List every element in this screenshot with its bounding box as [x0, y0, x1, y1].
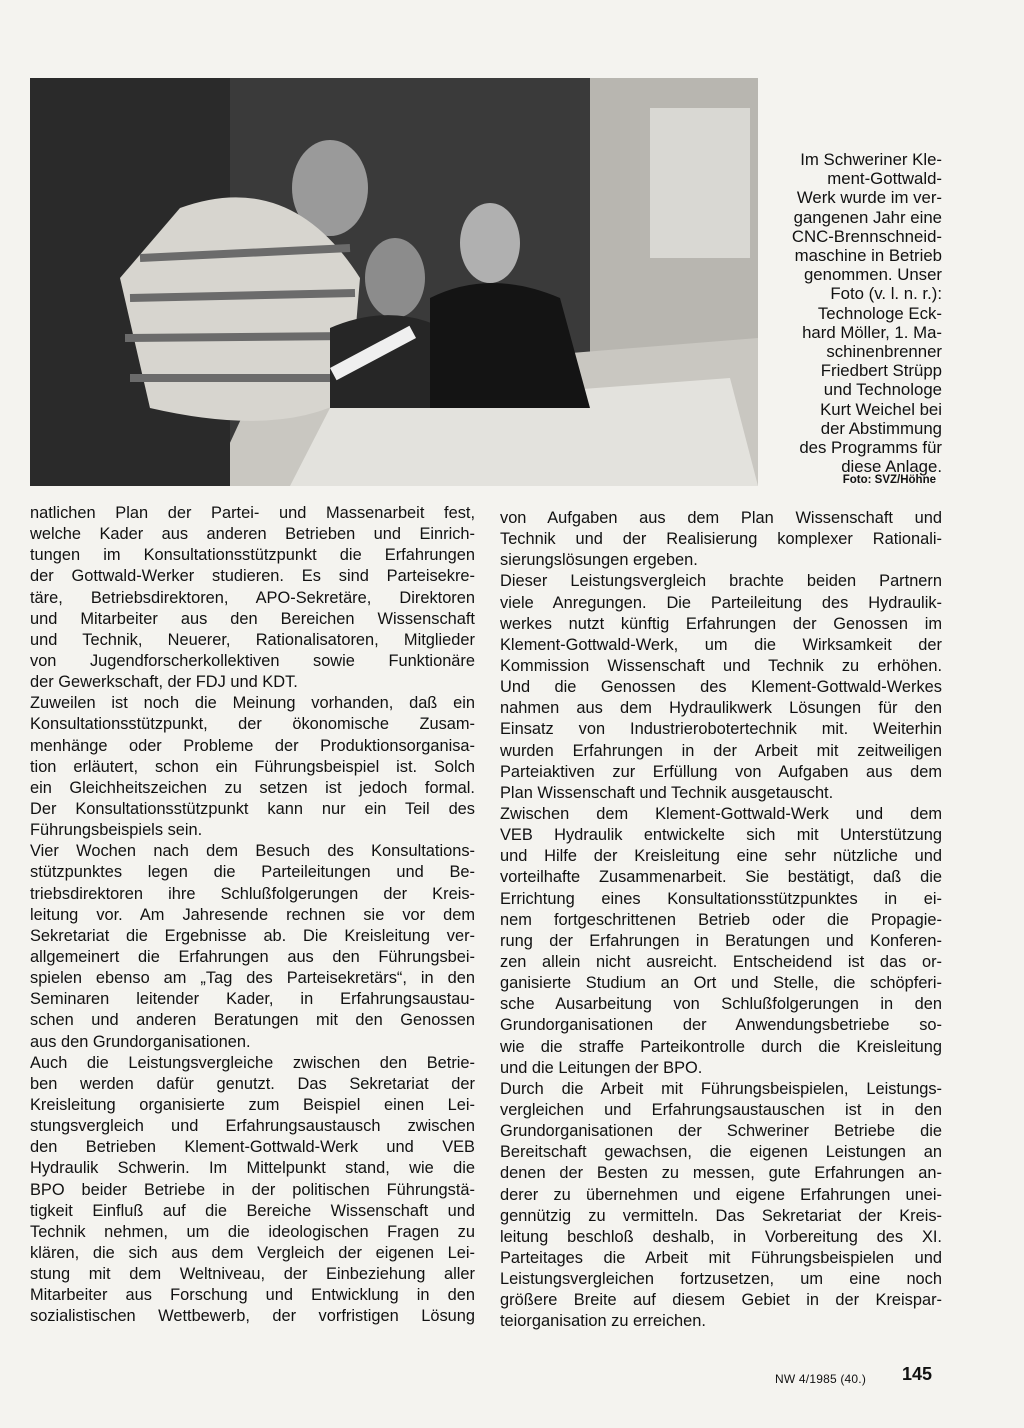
text-line: und Technologe — [823, 380, 942, 400]
text-line: tungen im Konsultationsstützpunkt die Erfahrungen — [30, 546, 475, 565]
text-line: schen und anderen Beratungen mit den Genossen — [30, 1011, 475, 1030]
text-line: der Abstimmung — [820, 418, 942, 438]
text-line: Kurt Weichel bei — [820, 399, 942, 419]
text-line: leitung vor. Am Jahresende rechnen sie vor dem — [30, 905, 475, 924]
text-line: stung mit dem Weltniveau, der Einbeziehung aller — [30, 1265, 475, 1284]
text-line: schinenbrenner — [826, 342, 942, 362]
text-line: Einsatz von Industrierobotertechnik mit. Weiterhin — [500, 720, 942, 739]
text-line: ganisierte Studium an Ort und Stelle, die schöpferi- — [500, 974, 942, 993]
text-line: von Aufgaben aus dem Plan Wissenschaft und — [500, 509, 942, 527]
text-line: BPO beider Betriebe in der politischen Führungstä- — [30, 1180, 475, 1199]
text-line: genommen. Unser — [803, 265, 942, 285]
text-line: Und die Genossen des Klement-Gottwald-Werkes — [500, 678, 942, 697]
text-line: tion erläutert, schon ein Führungsbeispiel ist. Solch — [30, 757, 475, 776]
text-line: Im Schweriner Kle- — [800, 150, 942, 169]
text-line: gennützig zu vermitteln. Das Sekretariat der Kreis- — [500, 1206, 942, 1225]
text-line: Sekretariat die Ergebnisse ab. Die Kreisleitung ver- — [30, 926, 475, 945]
photo-credit: Foto: SVZ/Höhne — [842, 474, 936, 486]
photo-caption — [764, 150, 942, 476]
article-photo — [30, 78, 758, 486]
text-line: Grundorganisationen der Schweriner Betriebe die — [500, 1122, 942, 1141]
text-line: des Programms für — [799, 438, 942, 458]
text-line: Mitarbeiter aus Forschung und Entwicklung in den — [30, 1286, 475, 1305]
text-line: und die Leitungen der BPO. — [500, 1058, 703, 1077]
text-line: Friedbert Strüpp — [820, 361, 942, 381]
text-line: Dieser Leistungsvergleich brachte beiden Partnern — [500, 572, 942, 591]
text-line: von Jugendforscherkollektiven sowie Funktionäre — [30, 651, 475, 670]
text-line: ein Gleichheitszeichen zu setzen ist jedoch formal. — [30, 778, 475, 797]
text-line: vorteilhafte Zusammenarbeit. Sie bestätigt, daß die — [500, 868, 942, 887]
text-line: Leistungsvergleichen fortzusetzen, um eine noch — [500, 1270, 942, 1289]
text-line: ment-Gottwald- — [827, 169, 942, 189]
text-line: Technik nehmen, um die ideologischen Fragen zu — [30, 1222, 475, 1241]
text-line: aus den Grundorganisationen. — [30, 1032, 251, 1051]
text-line: Hydraulik Schwerin. Im Mittelpunkt stand, wie die — [30, 1159, 475, 1178]
text-line: und Hilfe der Kreisleitung eine sehr nützliche und — [500, 847, 942, 866]
text-line: CNC-Brennschneid- — [791, 226, 942, 246]
text-line: nem fortgeschrittenen Betrieb oder die Propagie- — [500, 910, 942, 929]
text-line: gangenen Jahr eine — [793, 207, 942, 227]
text-line: zen allein nicht ausreicht. Entscheidend ist das or- — [500, 952, 942, 971]
text-line: maschine in Betrieb — [794, 246, 942, 266]
text-line: Konsultationsstützpunkt, der ökonomische Zusam- — [30, 715, 475, 734]
text-line: nahmen aus dem Hydraulikwerk Lösungen für den — [500, 699, 942, 718]
text-line: Vier Wochen nach dem Besuch des Konsultations- — [30, 842, 475, 861]
text-line: Plan Wissenschaft und Technik ausgetauscht. — [500, 783, 834, 802]
text-line: Technik und der Realisierung komplexer Rationali- — [500, 530, 942, 549]
text-line: allgemeinert die Erfahrungen aus den Führungsbei- — [30, 947, 475, 966]
text-line: Grundorganisationen der Anwendungsbetriebe so- — [500, 1016, 942, 1035]
text-line: stützpunktes legen die Parteileitungen und Be- — [30, 863, 475, 882]
text-line: Parteitages die Arbeit mit Führungsbeispielen und — [500, 1248, 942, 1267]
text-line: der Gottwald-Werker studieren. Es sind Parteisekre- — [30, 567, 475, 586]
text-line: ben werden dafür genutzt. Das Sekretariat der — [30, 1074, 475, 1093]
text-line: VEB Hydraulik entwickelte sich mit Unterstützung — [500, 826, 942, 845]
text-line: Technologe Eck- — [817, 303, 942, 323]
photograph-of-three-men-at-machine-icon — [30, 78, 758, 486]
text-line: diese Anlage. — [841, 457, 942, 477]
text-line: tigkeit Einfluß auf die Bereiche Wissenschaft und — [30, 1201, 475, 1220]
page-number: 145 — [902, 1364, 933, 1384]
text-line: der Gewerkschaft, der FDJ und KDT. — [30, 673, 298, 692]
text-line: Errichtung eines Konsultationsstützpunktes in ei- — [500, 889, 942, 908]
text-line: teiorganisation zu erreichen. — [500, 1312, 706, 1331]
text-line: Auch die Leistungsvergleiche zwischen den Betrie- — [30, 1053, 475, 1072]
text-line: leitung beschloß deshalb, in Vorbereitung des XI. — [500, 1227, 942, 1246]
text-line: Bereitschaft gewachsen, die eigenen Leistungen an — [500, 1143, 942, 1162]
text-line: klären, die sich aus dem Vergleich der eigenen Lei- — [30, 1243, 475, 1262]
publication-source: NW 4/1985 (40.) — [775, 1372, 867, 1386]
text-line: Kreisleitung organisierte zum Beispiel einen Lei- — [30, 1095, 475, 1114]
article-column-right — [500, 508, 942, 1332]
text-line: Foto (v. l. n. r.): — [830, 284, 942, 304]
text-line: täre, Betriebsdirektoren, APO-Sekretäre, Direktoren — [30, 588, 475, 607]
text-line: stungsvergleich und Erfahrungsaustausch zwischen — [30, 1117, 475, 1136]
text-line: Seminaren leitender Kader, in Erfahrungsaustau- — [30, 990, 475, 1009]
text-line: denen der Besten zu messen, gute Erfahrungen an- — [500, 1164, 942, 1183]
text-line: hard Möller, 1. Ma- — [802, 322, 942, 342]
text-line: Der Konsultationsstützpunkt kann nur ein Teil des — [30, 799, 475, 818]
text-line: Führungsbeispiels sein. — [30, 821, 203, 840]
text-line: vergleichen und Erfahrungsaustauschen ist in den — [500, 1100, 942, 1119]
text-line: werkes nutzt künftig Erfahrungen der Genossen im — [500, 614, 942, 633]
text-line: wie die straffe Parteikontrolle durch die Kreisleitung — [500, 1037, 942, 1056]
article-column-left — [30, 503, 475, 1327]
text-line: sozialistischen Wettbewerb, der vorfristigen Lösung — [30, 1307, 475, 1326]
text-line: rung der Erfahrungen in Beratungen und Konferen- — [500, 931, 942, 950]
text-line: und Mitarbeiter aus den Bereichen Wissenschaft — [30, 609, 475, 628]
text-line: Werk wurde im ver- — [796, 188, 942, 208]
text-line: größere Breite auf diesem Gebiet in der Kreispar- — [500, 1291, 942, 1310]
text-line: Durch die Arbeit mit Führungsbeispielen, Leistungs- — [500, 1079, 942, 1098]
text-line: sierungslösungen ergeben. — [500, 551, 698, 570]
text-line: und Technik, Neuerer, Rationalisatoren, Mitglieder — [30, 630, 475, 649]
text-line: spielen ebenso am „Tag des Parteisekretärs“, in den — [30, 969, 475, 988]
text-line: Zuweilen ist noch die Meinung vorhanden, daß ein — [30, 694, 475, 713]
text-line: Klement-Gottwald-Werk, um die Wirksamkeit der — [500, 635, 942, 654]
text-line: den Betrieben Klement-Gottwald-Werk und VEB — [30, 1138, 475, 1157]
text-line: viele Anregungen. Die Parteileitung des Hydraulik- — [500, 593, 942, 612]
text-line: wurden Erfahrungen in der Arbeit mit zeitweiligen — [500, 741, 942, 760]
text-line: Parteiaktiven zur Erfüllung von Aufgaben aus dem — [500, 762, 942, 781]
text-line: sche Ausarbeitung von Schlußfolgerungen in den — [500, 995, 942, 1014]
text-line: natlichen Plan der Partei- und Massenarbeit fest, — [30, 504, 475, 522]
text-line: triebsdirektoren ihre Schlußfolgerungen der Kreis- — [30, 884, 475, 903]
text-line: derer zu übernehmen und eigene Erfahrungen unei- — [500, 1185, 942, 1204]
text-line: welche Kader aus anderen Betrieben und Einrich- — [30, 525, 475, 544]
text-line: Kommission Wissenschaft und Technik zu erhöhen. — [500, 656, 942, 675]
text-line: menhänge oder Probleme der Produktionsorganisa- — [30, 736, 475, 755]
text-line: Zwischen dem Klement-Gottwald-Werk und dem — [500, 804, 942, 823]
